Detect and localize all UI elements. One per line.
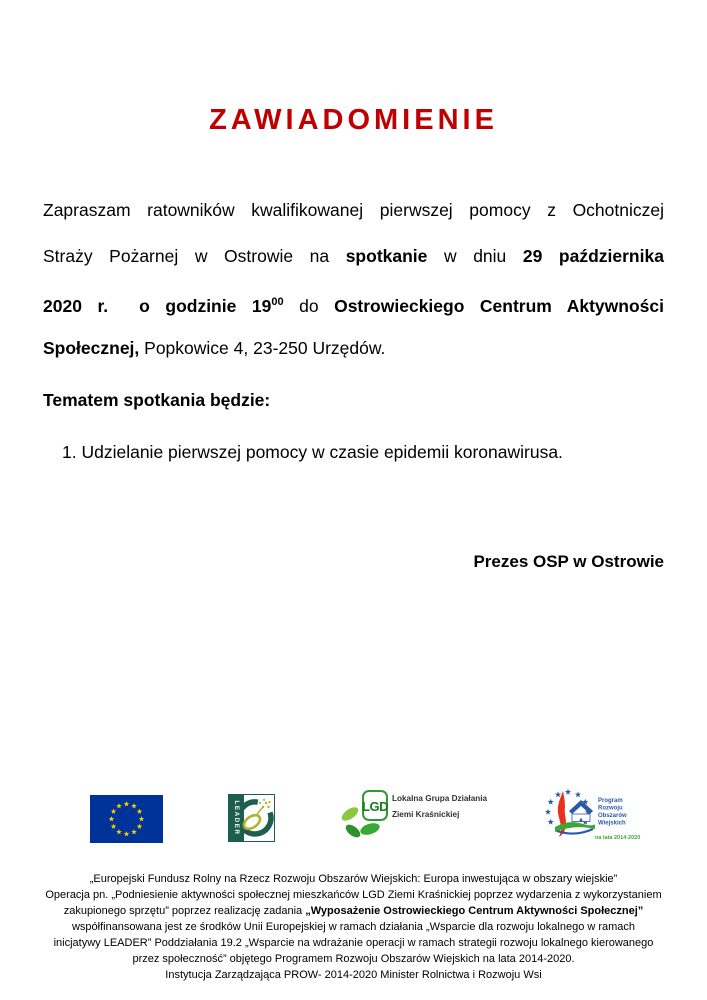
text-segment-bold: 29 października	[522, 246, 664, 266]
footer-line-3-regular: zakupionego sprzętu” poprzez realizację zadania	[63, 905, 303, 917]
text-segment: w dniu	[443, 246, 507, 266]
text-segment: Straży Pożarnej w Ostrowie na	[43, 246, 330, 266]
text-segment-bold: 2020 r. o godzinie 19	[43, 296, 272, 316]
prow-text-line-1: Program	[598, 798, 623, 804]
footer-line-3-bold: „Wyposażenie Ostrowieckiego Centrum Aktywności Społecznej”	[305, 905, 644, 917]
prow-text-line-3: Obszarów	[598, 813, 627, 819]
prow-house-icon	[569, 800, 593, 822]
text-segment: Zapraszam ratowników kwalifikowanej pierwszej pomocy z Ochotniczej	[43, 200, 664, 220]
text-segment: do	[299, 296, 319, 316]
footer-text-block	[18, 871, 689, 983]
paragraph-line-1	[43, 187, 664, 233]
document-title: ZAWIADOMIENIE	[209, 104, 498, 136]
topic-heading: Tematem spotkania będzie:	[43, 390, 271, 410]
prow-text-line-4: Wiejskich	[598, 820, 626, 827]
lgd-name-line-2: Ziemi Kraśnickiej	[392, 810, 460, 819]
lgd-name-line-1: Lokalna Grupa Działania	[392, 794, 488, 803]
lgd-badge-label: LGD	[362, 799, 388, 814]
paragraph-line-4	[43, 325, 664, 371]
prow-years-label: na lata 2014-2020	[595, 835, 641, 841]
footer-line-2: Operacja pn. „Podniesienie aktywności społecznej mieszkańców LGD Ziemi Kraśnickiej poprzez wydarzenia z wykorzystaniem	[45, 889, 662, 901]
text-segment-bold: spotkanie	[345, 246, 428, 266]
signature: Prezes OSP w Ostrowie	[473, 552, 664, 571]
prow-text-line-2: Rozwoju	[598, 805, 623, 812]
footer-line-7: Instytucja Zarządzająca PROW- 2014-2020 Minister Rolnictwa i Rozwoju Wsi	[165, 969, 542, 981]
footer-line-6: przez społeczność” objętego Programem Rozwoju Obszarów Wiejskich na lata 2014-2020.	[132, 953, 575, 965]
footer-line-4: współfinansowana jest ze środków Unii Europejskiej w ramach działania „Wsparcie dla rozwoju lokalnego w ramach	[71, 921, 636, 933]
text-segment-bold: Ostrowieckiego Centrum Aktywności	[334, 296, 664, 316]
prow-logo	[545, 787, 670, 849]
list-item-1: 1. Udzielanie pierwszej pomocy w czasie epidemii koronawirusa.	[62, 442, 563, 462]
eu-flag-logo	[90, 795, 163, 843]
leader-vertical-label: LEADER	[233, 800, 240, 836]
lgd-logo	[340, 783, 490, 845]
text-segment: Popkowice 4, 23-250 Urzędów.	[144, 338, 386, 358]
footer-line-3	[18, 903, 689, 919]
paragraph-line-2	[43, 233, 664, 279]
superscript-minutes: 00	[271, 296, 284, 308]
text-segment-bold: Społecznej,	[43, 338, 140, 358]
leader-logo	[228, 794, 275, 842]
paragraph-line-3	[43, 279, 664, 325]
footer-line-1: „Europejski Fundusz Rolny na Rzecz Rozwoju Obszarów Wiejskich: Europa inwestująca w obszary wiejskie”	[89, 873, 618, 885]
invitation-paragraph	[43, 187, 664, 371]
footer-line-5: inicjatywy LEADER” Poddziałania 19.2 „Wsparcie na wdrażanie operacji w ramach strategii rozwoju lokalnego kierowanego	[53, 937, 654, 949]
